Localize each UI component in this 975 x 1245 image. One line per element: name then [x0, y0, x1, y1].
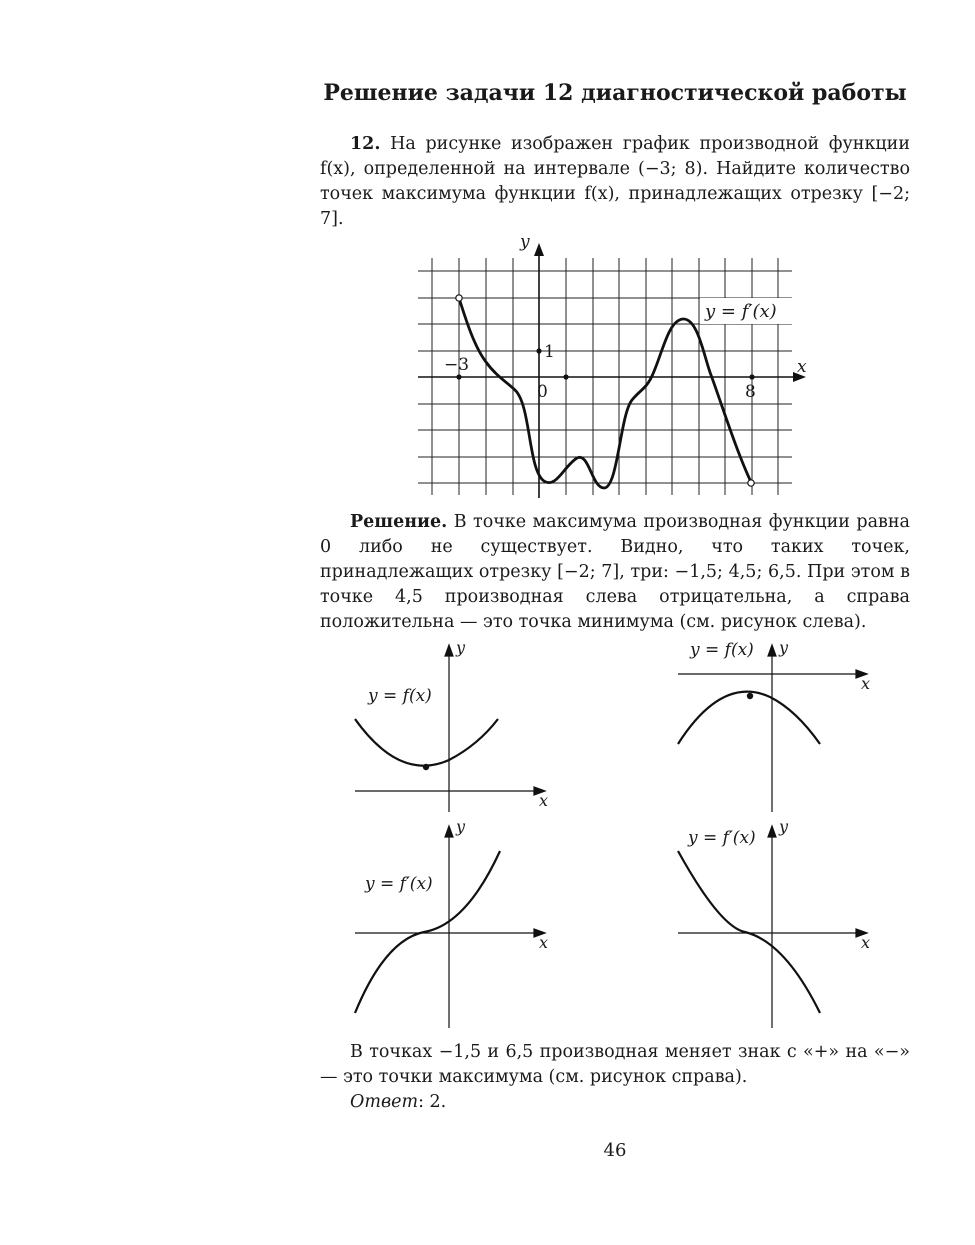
problem-number: 12. — [350, 134, 381, 154]
fprime-decreasing-curve — [678, 851, 820, 1013]
tick-neg3: −3 — [444, 355, 470, 375]
answer-line — [320, 1090, 910, 1115]
problem-statement — [320, 132, 910, 232]
problem-text: На рисунке изображен график производной функции f(x), определенной на интервале (−3; 8). Найдите количество точек максимума функции f(x), принадлежащих отрезку [−2; 7]. — [320, 134, 910, 229]
derivative-graph — [415, 230, 815, 502]
main-curve-label: y = f′(x) — [705, 301, 777, 322]
open-endpoint-right — [748, 480, 754, 486]
tl-label: y = f(x) — [368, 686, 432, 706]
page-number: 46 — [603, 1140, 627, 1161]
open-endpoint-left — [456, 295, 462, 301]
br-x-label: x — [861, 933, 871, 952]
solution-label: Решение. — [350, 512, 448, 532]
main-x-label: x — [797, 357, 807, 377]
answer-label: Ответ — [350, 1092, 419, 1112]
tick-0: 0 — [537, 382, 548, 402]
f-max-curve — [678, 692, 820, 744]
illustration-graphs — [340, 636, 880, 1030]
f-min-curve — [355, 719, 498, 766]
br-label: y = f′(x) — [688, 828, 756, 848]
br-y-label: y — [779, 817, 789, 836]
min-point — [423, 764, 429, 770]
tr-y-label: y — [779, 638, 789, 657]
conclusion-paragraph: В точках −1,5 и 6,5 производная меняет знак с «+» на «−» — это точки максимума (см. рисунок справа). — [320, 1042, 910, 1087]
tr-x-label: x — [861, 674, 871, 693]
solution-paragraph — [320, 510, 910, 635]
max-point — [747, 693, 753, 699]
solution-text: В точке максимума производная функции равна 0 либо не существует. Видно, что таких точек, принадлежащих отрезку [−2; 7], три: −1,5; 4,5; 6,5. При этом в точке 4,5 производная слева отрицательна, а справа положительна — это точка минимума (см. рисунок слева). — [320, 512, 910, 632]
bl-y-label: y — [456, 817, 466, 836]
answer-value: : 2. — [418, 1092, 447, 1112]
tick-8: 8 — [745, 382, 756, 402]
tr-label: y = f(x) — [690, 640, 754, 660]
tick-1: 1 — [544, 342, 555, 362]
derivative-curve — [459, 298, 751, 488]
tl-x-label: x — [539, 791, 549, 810]
main-y-label: y — [520, 232, 530, 252]
page-title: Решение задачи 12 диагностической работы — [323, 80, 907, 106]
bl-x-label: x — [539, 933, 549, 952]
tl-y-label: y — [456, 638, 466, 657]
bl-label: y = f′(x) — [365, 874, 433, 894]
